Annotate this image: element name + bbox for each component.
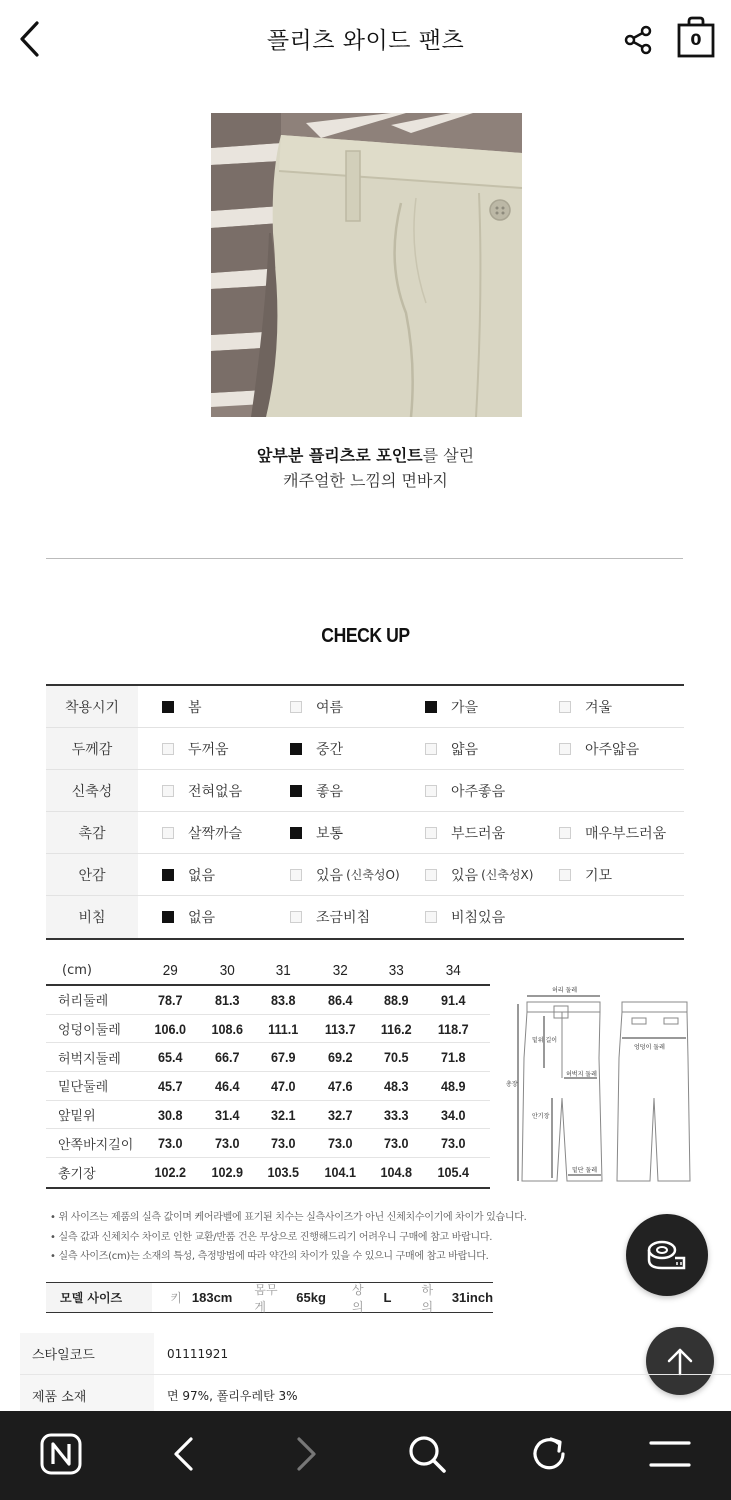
size-value: 69.2: [327, 1049, 353, 1066]
checkup-option: [406, 854, 540, 895]
menu-icon: [648, 1439, 692, 1469]
top-bar: [0, 0, 731, 78]
size-value: 65.4: [157, 1049, 183, 1066]
size-value: 73.0: [327, 1135, 353, 1152]
size-value: 67.9: [270, 1049, 296, 1066]
size-value: 73.0: [270, 1135, 296, 1152]
checkup-option: [272, 770, 406, 811]
size-value: 91.4: [440, 991, 466, 1008]
checkup-option-text: 없음: [188, 867, 216, 884]
checkup-option: [406, 728, 540, 769]
menu-button[interactable]: [645, 1429, 695, 1479]
unchecked-box: [425, 911, 437, 923]
checkup-option: [138, 854, 272, 895]
size-value: 47.6: [327, 1077, 353, 1094]
checkup-option-text: 아주얇음: [585, 741, 640, 758]
size-column-header: 29: [162, 961, 178, 979]
checked-box: [162, 701, 174, 713]
checkup-option-text: 여름: [316, 699, 344, 716]
unchecked-box: [559, 827, 571, 839]
diagram-label-total: 총장: [506, 1081, 518, 1088]
checked-box: [162, 911, 174, 923]
checkup-option-note: (신축성X): [481, 868, 534, 882]
size-row-label: 허리둘레: [58, 994, 109, 1010]
checkup-option: [406, 770, 540, 811]
checkup-row: [46, 686, 684, 728]
checkup-option-text: 매우부드러움: [585, 825, 667, 842]
model-size-item: [422, 1281, 494, 1315]
checkup-row: [46, 854, 684, 896]
search-icon: [407, 1434, 447, 1474]
checkup-row-label: 신축성: [46, 770, 138, 811]
product-info-table: [20, 1333, 731, 1417]
diagram-label-waist: 허리 둘레: [552, 987, 578, 994]
checked-box: [162, 869, 174, 881]
size-value: 105.4: [436, 1164, 469, 1181]
size-note: • 실측 사이즈(cm)는 소재의 특성, 측정방법에 따라 약간의 차이가 있을 수 있으니 구매에 참고 바랍니다.: [50, 1251, 489, 1262]
unchecked-box: [290, 869, 302, 881]
unchecked-box: [559, 701, 571, 713]
size-column-header: 30: [219, 961, 235, 979]
size-value: 71.8: [440, 1049, 466, 1066]
share-button[interactable]: [620, 22, 656, 58]
checkup-row: [46, 728, 684, 770]
nav-forward-button[interactable]: [282, 1429, 332, 1479]
size-value: 45.7: [157, 1077, 183, 1094]
checkup-option-note: (신축성O): [346, 868, 400, 882]
product-image: [211, 113, 522, 417]
search-button[interactable]: [402, 1429, 452, 1479]
size-guide-button[interactable]: [626, 1214, 708, 1296]
model-size-item: [170, 1289, 232, 1306]
checkup-option-text: 중간: [316, 741, 344, 758]
checkup-option: [406, 686, 540, 727]
cart-count-badge: 0: [690, 30, 702, 49]
model-size-row: [46, 1282, 493, 1313]
checkup-row-label: 두께감: [46, 728, 138, 769]
model-size-item: [254, 1281, 326, 1315]
naver-home-button[interactable]: [36, 1429, 86, 1479]
size-table-header: [46, 956, 490, 986]
size-row-label: 엉덩이둘레: [58, 1023, 121, 1039]
checkup-option: [272, 896, 406, 938]
unchecked-box: [162, 743, 174, 755]
size-value: 102.2: [154, 1164, 187, 1181]
checkup-option-text: 보통: [316, 825, 344, 842]
size-value: 83.8: [270, 991, 296, 1008]
checkup-option: [540, 812, 680, 853]
size-value: 106.0: [154, 1020, 187, 1037]
size-row-label: 안쪽바지길이: [58, 1137, 134, 1153]
size-column-header: 32: [332, 961, 348, 979]
size-column-header: 34: [445, 961, 461, 979]
product-info-key: 제품 소재: [20, 1375, 154, 1416]
size-value: 111.1: [268, 1020, 299, 1037]
size-row-label: 앞밑위: [58, 1109, 96, 1125]
diagram-label-hem: 밑단 둘레: [572, 1167, 598, 1174]
size-notes: [50, 1208, 570, 1267]
unchecked-box: [425, 743, 437, 755]
size-value: 66.7: [214, 1049, 240, 1066]
model-size-value: 31inch: [451, 1290, 494, 1305]
unchecked-box: [559, 869, 571, 881]
size-value: 86.4: [327, 991, 353, 1008]
checkup-option: [540, 854, 680, 895]
size-table: [46, 956, 490, 1189]
section-divider: [46, 558, 683, 559]
refresh-button[interactable]: [524, 1429, 574, 1479]
cart-button[interactable]: [676, 16, 716, 58]
unchecked-box: [290, 701, 302, 713]
unchecked-box: [559, 743, 571, 755]
checkup-option-text: 부드러움: [451, 825, 506, 842]
checkup-row: [46, 896, 684, 938]
size-value: 103.5: [267, 1164, 300, 1181]
caption-line-1: [0, 443, 731, 466]
tape-measure-icon: [646, 1238, 688, 1272]
size-note: • 실측 값과 신체치수 차이로 인한 교환/반품 건은 무상으로 진행해드리기 어려우니 구매에 참고 바랍니다.: [50, 1231, 493, 1243]
size-value: 73.0: [440, 1135, 466, 1152]
size-value: 30.8: [157, 1106, 183, 1123]
size-diagram: [502, 978, 712, 1188]
checked-box: [290, 827, 302, 839]
product-info-value: 01111921: [167, 1346, 229, 1361]
unchecked-box: [425, 785, 437, 797]
checkup-row-label: 촉감: [46, 812, 138, 853]
checkup-option-text: 없음: [188, 910, 216, 926]
checkup-option: [272, 728, 406, 769]
checkup-option: [406, 896, 540, 938]
checkup-row-label: 안감: [46, 854, 138, 895]
checkup-option-text: 비침있음: [451, 910, 506, 926]
checkup-row: [46, 812, 684, 854]
checkup-option: [138, 686, 272, 727]
size-value: 31.4: [214, 1106, 240, 1123]
checkup-option: [138, 728, 272, 769]
size-table-row: [46, 1158, 490, 1187]
model-size-key: 상의: [351, 1282, 364, 1314]
size-row-label: 총기장: [58, 1166, 96, 1182]
unchecked-box: [425, 869, 437, 881]
unchecked-box: [162, 785, 174, 797]
product-info-key: 스타일코드: [20, 1333, 154, 1374]
size-value: 102.9: [210, 1164, 243, 1181]
checkup-option-text: 두꺼움: [188, 741, 229, 758]
checkup-option-text: 아주좋음: [451, 783, 506, 800]
diagram-label-hip: 엉덩이 둘레: [634, 1044, 665, 1051]
diagram-label-thigh: 허벅지 둘레: [566, 1071, 597, 1078]
size-value: 81.3: [214, 991, 240, 1008]
size-value: 88.9: [383, 991, 409, 1008]
checkup-option: [272, 812, 406, 853]
size-unit-label: (cm): [62, 962, 92, 978]
checked-box: [425, 701, 437, 713]
checkup-option: [138, 896, 272, 938]
diagram-label-inseam: 안기장: [532, 1113, 550, 1120]
size-table-row: [46, 1101, 490, 1130]
checkup-option-text: 봄: [188, 699, 202, 716]
checkup-option: [138, 812, 272, 853]
model-size-key: 몸무게: [254, 1282, 278, 1314]
size-row-label: 밑단둘레: [58, 1080, 109, 1096]
size-value: 46.4: [214, 1077, 240, 1094]
checkup-row-label: 비침: [46, 896, 138, 938]
unchecked-box: [425, 827, 437, 839]
checkup-option-text: 겨울: [585, 699, 613, 716]
size-table-row: [46, 1129, 490, 1158]
n-logo-icon: [39, 1432, 83, 1476]
model-size-value: 65kg: [296, 1290, 326, 1305]
checkup-option-text: 가을: [451, 699, 479, 716]
size-value: 32.7: [327, 1106, 353, 1123]
size-value: 73.0: [383, 1135, 409, 1152]
size-value: 70.5: [383, 1049, 409, 1066]
model-size-label: 모델 사이즈: [46, 1283, 152, 1312]
model-size-item: [352, 1281, 392, 1315]
checkup-option-text: 얇음: [451, 741, 479, 758]
size-value: 48.3: [383, 1077, 409, 1094]
checkup-option: [272, 686, 406, 727]
size-row-label: 허벅지둘레: [58, 1051, 121, 1067]
size-value: 104.1: [323, 1164, 356, 1181]
size-value: 33.3: [383, 1106, 409, 1123]
size-value: 73.0: [157, 1135, 183, 1152]
checkup-title: CHECK UP: [321, 625, 410, 647]
checkup-row: [46, 770, 684, 812]
model-size-key: 하의: [421, 1282, 434, 1314]
checkup-table: [46, 684, 684, 940]
size-value: 104.8: [380, 1164, 413, 1181]
size-value: 48.9: [440, 1077, 466, 1094]
size-value: 108.6: [210, 1020, 243, 1037]
page-title: 플리츠 와이드 팬츠: [266, 28, 465, 54]
checked-box: [290, 743, 302, 755]
checkup-option-text: 기모: [585, 867, 613, 884]
checkup-option: [138, 770, 272, 811]
size-value: 32.1: [270, 1106, 296, 1123]
checkup-option: [540, 686, 680, 727]
checkup-option: [272, 854, 406, 895]
browser-bottom-nav: [0, 1411, 731, 1500]
size-value: 34.0: [440, 1106, 466, 1123]
size-value: 116.2: [380, 1020, 412, 1037]
size-value: 73.0: [214, 1135, 240, 1152]
size-table-row: [46, 1072, 490, 1101]
size-value: 118.7: [437, 1020, 469, 1037]
nav-back-button[interactable]: [158, 1429, 208, 1479]
size-column-header: 33: [388, 961, 404, 979]
model-size-value: L: [383, 1290, 392, 1305]
size-note: • 위 사이즈는 제품의 실측 값이며 케어라벨에 표기된 치수는 실측사이즈가 아닌 신체치수이기에 차이가 있습니다.: [50, 1212, 527, 1223]
size-table-row: [46, 1043, 490, 1072]
caption-bold: 앞부분 플리츠로 포인트: [256, 446, 423, 465]
unchecked-box: [162, 827, 174, 839]
model-size-value: 183cm: [191, 1290, 233, 1305]
size-value: 113.7: [324, 1020, 356, 1037]
size-table-row: [46, 1015, 490, 1044]
nav-back-icon: [171, 1436, 195, 1472]
checkup-option-text: 조금비침: [316, 910, 371, 926]
unchecked-box: [290, 911, 302, 923]
checkup-option-text: 있음: [316, 867, 344, 884]
checkup-option-text: 전혀없음: [188, 783, 243, 800]
checkup-option: [406, 812, 540, 853]
checkup-option-text: 좋음: [316, 783, 344, 800]
checked-box: [290, 785, 302, 797]
size-value: 78.7: [157, 991, 183, 1008]
size-table-row: [46, 986, 490, 1015]
checkup-option-text: 살짝까슬: [188, 825, 243, 842]
checkup-row-label: 착용시기: [46, 686, 138, 727]
caption-line-2: 캐주얼한 느낌의 면바지: [283, 471, 448, 490]
caption-rest: 를 살린: [422, 446, 475, 465]
diagram-label-rise: 밑위 길이: [532, 1037, 558, 1044]
product-info-value: 면 97%, 폴리우레탄 3%: [167, 1389, 298, 1403]
product-info-row: [20, 1333, 731, 1375]
model-size-key: 키: [170, 1291, 182, 1305]
nav-forward-icon: [295, 1436, 319, 1472]
refresh-icon: [529, 1434, 569, 1474]
size-value: 47.0: [270, 1077, 296, 1094]
size-column-header: 31: [275, 961, 291, 979]
checkup-option-text: 있음: [451, 867, 479, 884]
share-icon: [620, 22, 656, 58]
checkup-option: [540, 728, 680, 769]
